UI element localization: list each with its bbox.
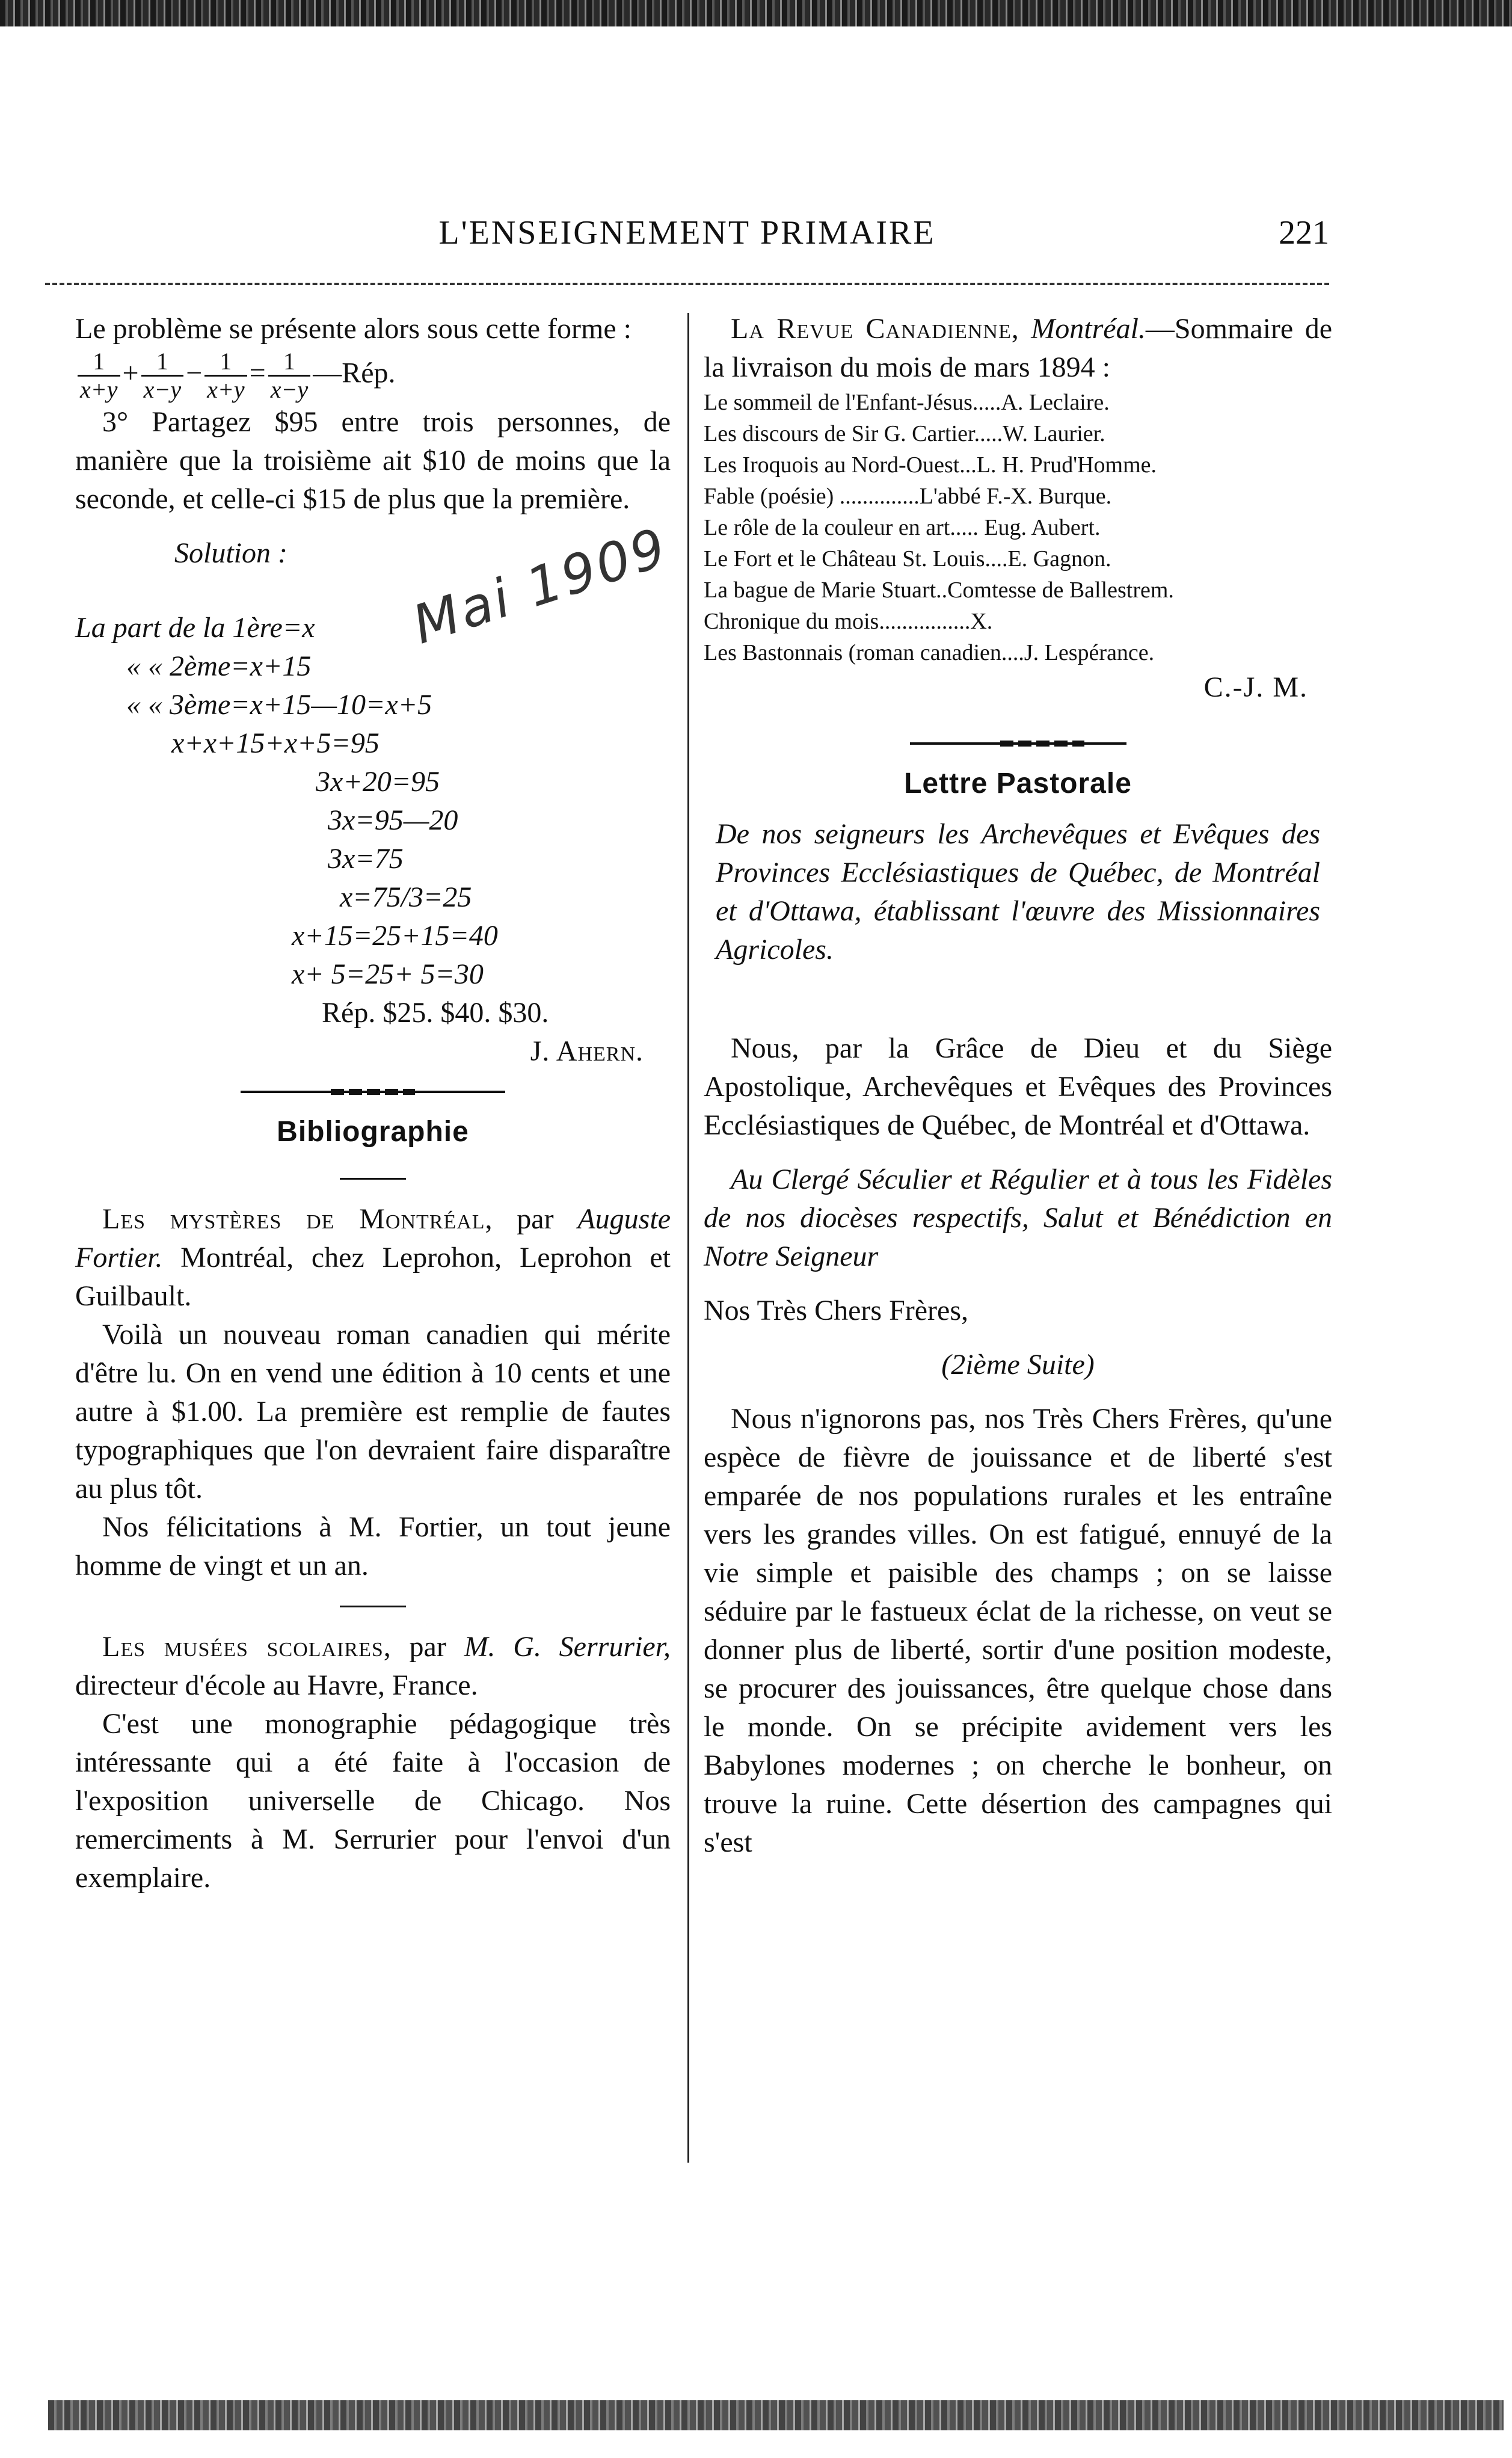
toc-item: Fable (poésie) ..............L'abbé F.-X. Burque. bbox=[704, 484, 1112, 509]
fraction-3: $\frac{1}{x+y}$ bbox=[204, 348, 247, 403]
ornament-divider bbox=[241, 1089, 505, 1095]
book-1-title: Les mystères de Montréal, bbox=[102, 1203, 493, 1235]
revue-city: Montréal. bbox=[1031, 313, 1146, 345]
solution-step: x+ 5=25+ 5=30 bbox=[292, 958, 484, 990]
toc-item: La bague de Marie Stuart..Comtesse de Ballestrem. bbox=[704, 578, 1174, 603]
toc-item: Les discours de Sir G. Cartier.....W. Laurier. bbox=[704, 421, 1105, 446]
solution-steps bbox=[75, 609, 671, 994]
book-2-author: M. G. Serrurier, bbox=[464, 1631, 671, 1663]
toc-item: Les Iroquois au Nord-Ouest...L. H. Prud'Homme. bbox=[704, 452, 1157, 478]
signature-cjm: C.-J. M. bbox=[1203, 671, 1308, 703]
book-2-entry: Les musées scolaires, par M. G. Serrurier, directeur d'école au Havre, France. bbox=[75, 1631, 671, 1701]
solution-step: « « 2ème=x+15 bbox=[126, 650, 312, 682]
solution-step: La part de la 1ère=x bbox=[75, 612, 315, 644]
fraction-4-den: x−y bbox=[270, 376, 309, 403]
letter-salutation: Nos Très Chers Frères, bbox=[704, 1295, 969, 1326]
short-rule bbox=[340, 1178, 406, 1180]
fraction-1-den: x+y bbox=[80, 376, 118, 403]
solution-step: 3x=75 bbox=[328, 843, 404, 875]
solution-step: x=75/3=25 bbox=[340, 881, 472, 913]
toc-item: Le Fort et le Château St. Louis....E. Gagnon. bbox=[704, 546, 1111, 571]
revue-name: La Revue Canadienne, bbox=[731, 313, 1019, 345]
column-divider bbox=[687, 313, 689, 2163]
table-of-contents bbox=[704, 387, 1332, 668]
right-column bbox=[704, 310, 1332, 1862]
solution-step: 3x+20=95 bbox=[316, 766, 440, 798]
solution-step: x+x+15+x+5=95 bbox=[171, 727, 380, 759]
toc-item: Les Bastonnais (roman canadien....J. Lespérance. bbox=[704, 640, 1155, 665]
scan-edge-top bbox=[0, 0, 1512, 26]
header-rule bbox=[45, 283, 1329, 288]
page-number: 221 bbox=[1279, 214, 1329, 251]
fraction-4: $\frac{1}{x-y}$ bbox=[268, 348, 311, 403]
fraction-3-den: x+y bbox=[207, 376, 245, 403]
ornament-divider bbox=[910, 741, 1126, 747]
equation-suffix: —Rép. bbox=[313, 357, 396, 389]
signature-ahern: J. Ahern. bbox=[530, 1035, 644, 1067]
book-1-paragraph-2: Nos félicitations à M. Fortier, un tout jeune homme de vingt et un an. bbox=[75, 1511, 671, 1582]
solution-label: Solution : bbox=[174, 537, 287, 569]
equation-fractions: $\frac{1}{x+y}$ + $\frac{1}{x-y}$ − $\frac{1}{x+y}$ = $\frac{1}{x-y}$ —Rép. bbox=[75, 348, 671, 403]
section-title-lettre-pastorale: Lettre Pastorale bbox=[904, 768, 1132, 799]
intro-text: Le problème se présente alors sous cette forme : bbox=[75, 313, 632, 345]
book-1-entry: Les mystères de Montréal, par Auguste Fortier. Montréal, chez Leprohon, Leprohon et Guilbault. bbox=[75, 1203, 671, 1312]
scan-edge-bottom bbox=[48, 2400, 1504, 2430]
solution-step: 3x=95—20 bbox=[328, 804, 458, 836]
short-rule bbox=[340, 1606, 406, 1607]
letter-suite-label: (2ième Suite) bbox=[941, 1349, 1095, 1381]
book-2-title: Les musées scolaires, bbox=[102, 1631, 392, 1663]
solution-step: « « 3ème=x+15—10=x+5 bbox=[126, 689, 432, 721]
fraction-2: $\frac{1}{x-y}$ bbox=[141, 348, 184, 403]
fraction-1: $\frac{1}{x+y}$ bbox=[78, 348, 120, 403]
revue-entry: La Revue Canadienne, Montréal.—Sommaire de la livraison du mois de mars 1894 : bbox=[704, 313, 1333, 383]
handwritten-date-annotation: Mai 1909 bbox=[405, 516, 675, 656]
toc-item: Le sommeil de l'Enfant-Jésus.....A. Leclaire. bbox=[704, 390, 1110, 415]
letter-subtitle: De nos seigneurs les Archevêques et Evêques des Provinces Ecclésiastiques de Québec, de Montréal et d'Ottawa, établissant l'œuvre des Missionnaires Agricoles. bbox=[716, 818, 1320, 966]
page-header bbox=[45, 214, 1329, 262]
book-1-author: Auguste Fortier. bbox=[75, 1203, 671, 1274]
letter-opening: Nous, par la Grâce de Dieu et du Siège Apostolique, Archevêques et Evêques des Provinces Ecclésiastiques de Québec, de Montréal et d'Ottawa. bbox=[704, 1032, 1332, 1141]
book-1-paragraph: Voilà un nouveau roman canadien qui mérite d'être lu. On en vend une édition à 10 cents et une autre à $1.00. La première est remplie de fautes typographiques que l'on devraient faire disparaître au plus tôt. bbox=[75, 1319, 671, 1505]
book-2-paragraph: C'est une monographie pédagogique très intéressante qui a été faite à l'occasion de l'exposition universelle de Chicago. Nos remerciments à M. Serrurier pour l'envoi d'un exemplaire. bbox=[75, 1708, 671, 1894]
letter-address: Au Clergé Séculier et Régulier et à tous les Fidèles de nos diocèses respectifs, Salut et Bénédiction en Notre Seigneur bbox=[704, 1163, 1332, 1272]
toc-item: Chronique du mois................X. bbox=[704, 609, 993, 634]
letter-body: Nous n'ignorons pas, nos Très Chers Frères, qu'une espèce de fièvre de jouissance et de liberté s'est emparée de nos populations rurales et les entraîne vers les grandes villes. On est fatigué, ennuyé de la vie simple et paisible des champs ; on se laisse séduire par le fastueux éclat de la richesse, on veut se donner plus de liberté, sortir d'une position modeste, se procurer des jouissances, être quelque chose dans le monde. On se précipite avidement vers les Babylones modernes ; on cherche le bonheur, on trouve la ruine. Cette désertion des campagnes qui s'est bbox=[704, 1403, 1332, 1858]
section-title-bibliographie: Bibliographie bbox=[277, 1116, 469, 1148]
problem-3: 3° Partagez $95 entre trois personnes, de manière que la troisième ait $10 de moins que la seconde, et celle-ci $15 de plus que la première. bbox=[75, 406, 671, 515]
toc-item: Le rôle de la couleur en art..... Eug. Aubert. bbox=[704, 515, 1101, 540]
solution-step: x+15=25+15=40 bbox=[292, 920, 498, 952]
running-title: L'ENSEIGNEMENT PRIMAIRE bbox=[438, 214, 936, 251]
answer: Rép. $25. $40. $30. bbox=[322, 997, 549, 1029]
fraction-2-den: x−y bbox=[143, 376, 182, 403]
